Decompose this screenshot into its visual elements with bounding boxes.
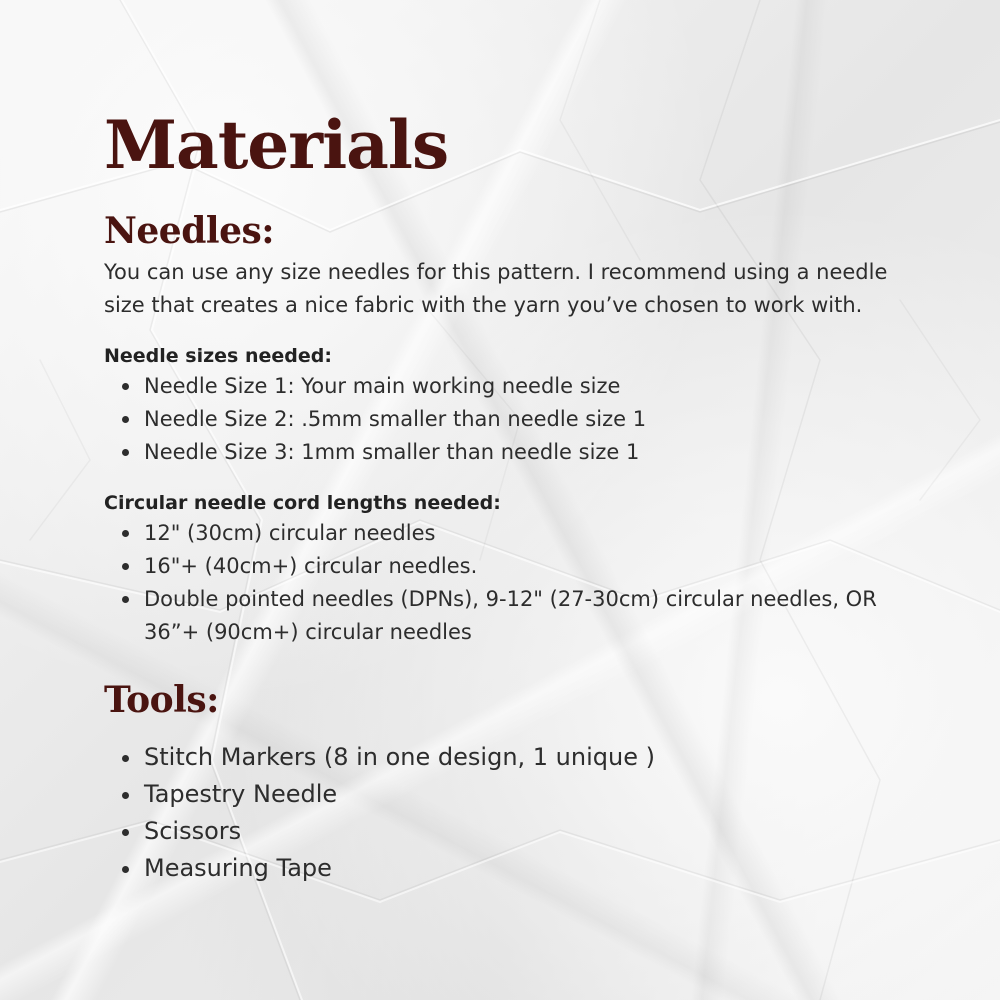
needles-heading: Needles: [104, 210, 275, 252]
list-item [122, 517, 904, 550]
list-item-text: Needle Size 2: .5mm smaller than needle size 1 [144, 407, 647, 431]
list-item [122, 776, 904, 813]
list-item-text: Scissors [144, 817, 242, 845]
bullet-icon [122, 416, 129, 423]
cord-lengths-heading: Circular needle cord lengths needed: [104, 492, 501, 514]
list-item-text: Needle Size 1: Your main working needle size [144, 374, 621, 398]
list-item [122, 436, 904, 469]
bullet-icon [122, 829, 129, 836]
list-item-text: 16"+ (40cm+) circular needles. [144, 554, 478, 578]
list-item-text: 12" (30cm) circular needles [144, 521, 436, 545]
bullet-icon [122, 530, 129, 537]
list-item [122, 739, 904, 776]
bullet-icon [122, 792, 129, 799]
list-item [122, 403, 904, 436]
list-item-text: Needle Size 3: 1mm smaller than needle size 1 [144, 440, 640, 464]
page-title: Materials [104, 106, 449, 184]
bullet-icon [122, 866, 129, 873]
needle-sizes-heading: Needle sizes needed: [104, 345, 332, 367]
list-item [122, 550, 904, 583]
list-item [122, 583, 904, 649]
bullet-icon [122, 596, 129, 603]
bullet-icon [122, 383, 129, 390]
tools-list [104, 739, 904, 887]
list-item-text: Tapestry Needle [144, 780, 338, 808]
tools-heading: Tools: [104, 679, 219, 721]
materials-content [104, 100, 904, 887]
bullet-icon [122, 449, 129, 456]
list-item-text: Stitch Markers (8 in one design, 1 unique ) [144, 743, 655, 771]
needle-sizes-list [104, 370, 904, 469]
bullet-icon [122, 755, 129, 762]
cord-lengths-list [104, 517, 904, 649]
list-item [122, 813, 904, 850]
bullet-icon [122, 563, 129, 570]
needles-intro-text: You can use any size needles for this pattern. I recommend using a needle size that creates a nice fabric with the yarn you’ve chosen to work with. [104, 260, 888, 317]
list-item [122, 370, 904, 403]
list-item [122, 850, 904, 887]
list-item-text: Measuring Tape [144, 854, 332, 882]
list-item-text: Double pointed needles (DPNs), 9-12" (27-30cm) circular needles, OR 36”+ (90cm+) circular needles [144, 587, 877, 644]
